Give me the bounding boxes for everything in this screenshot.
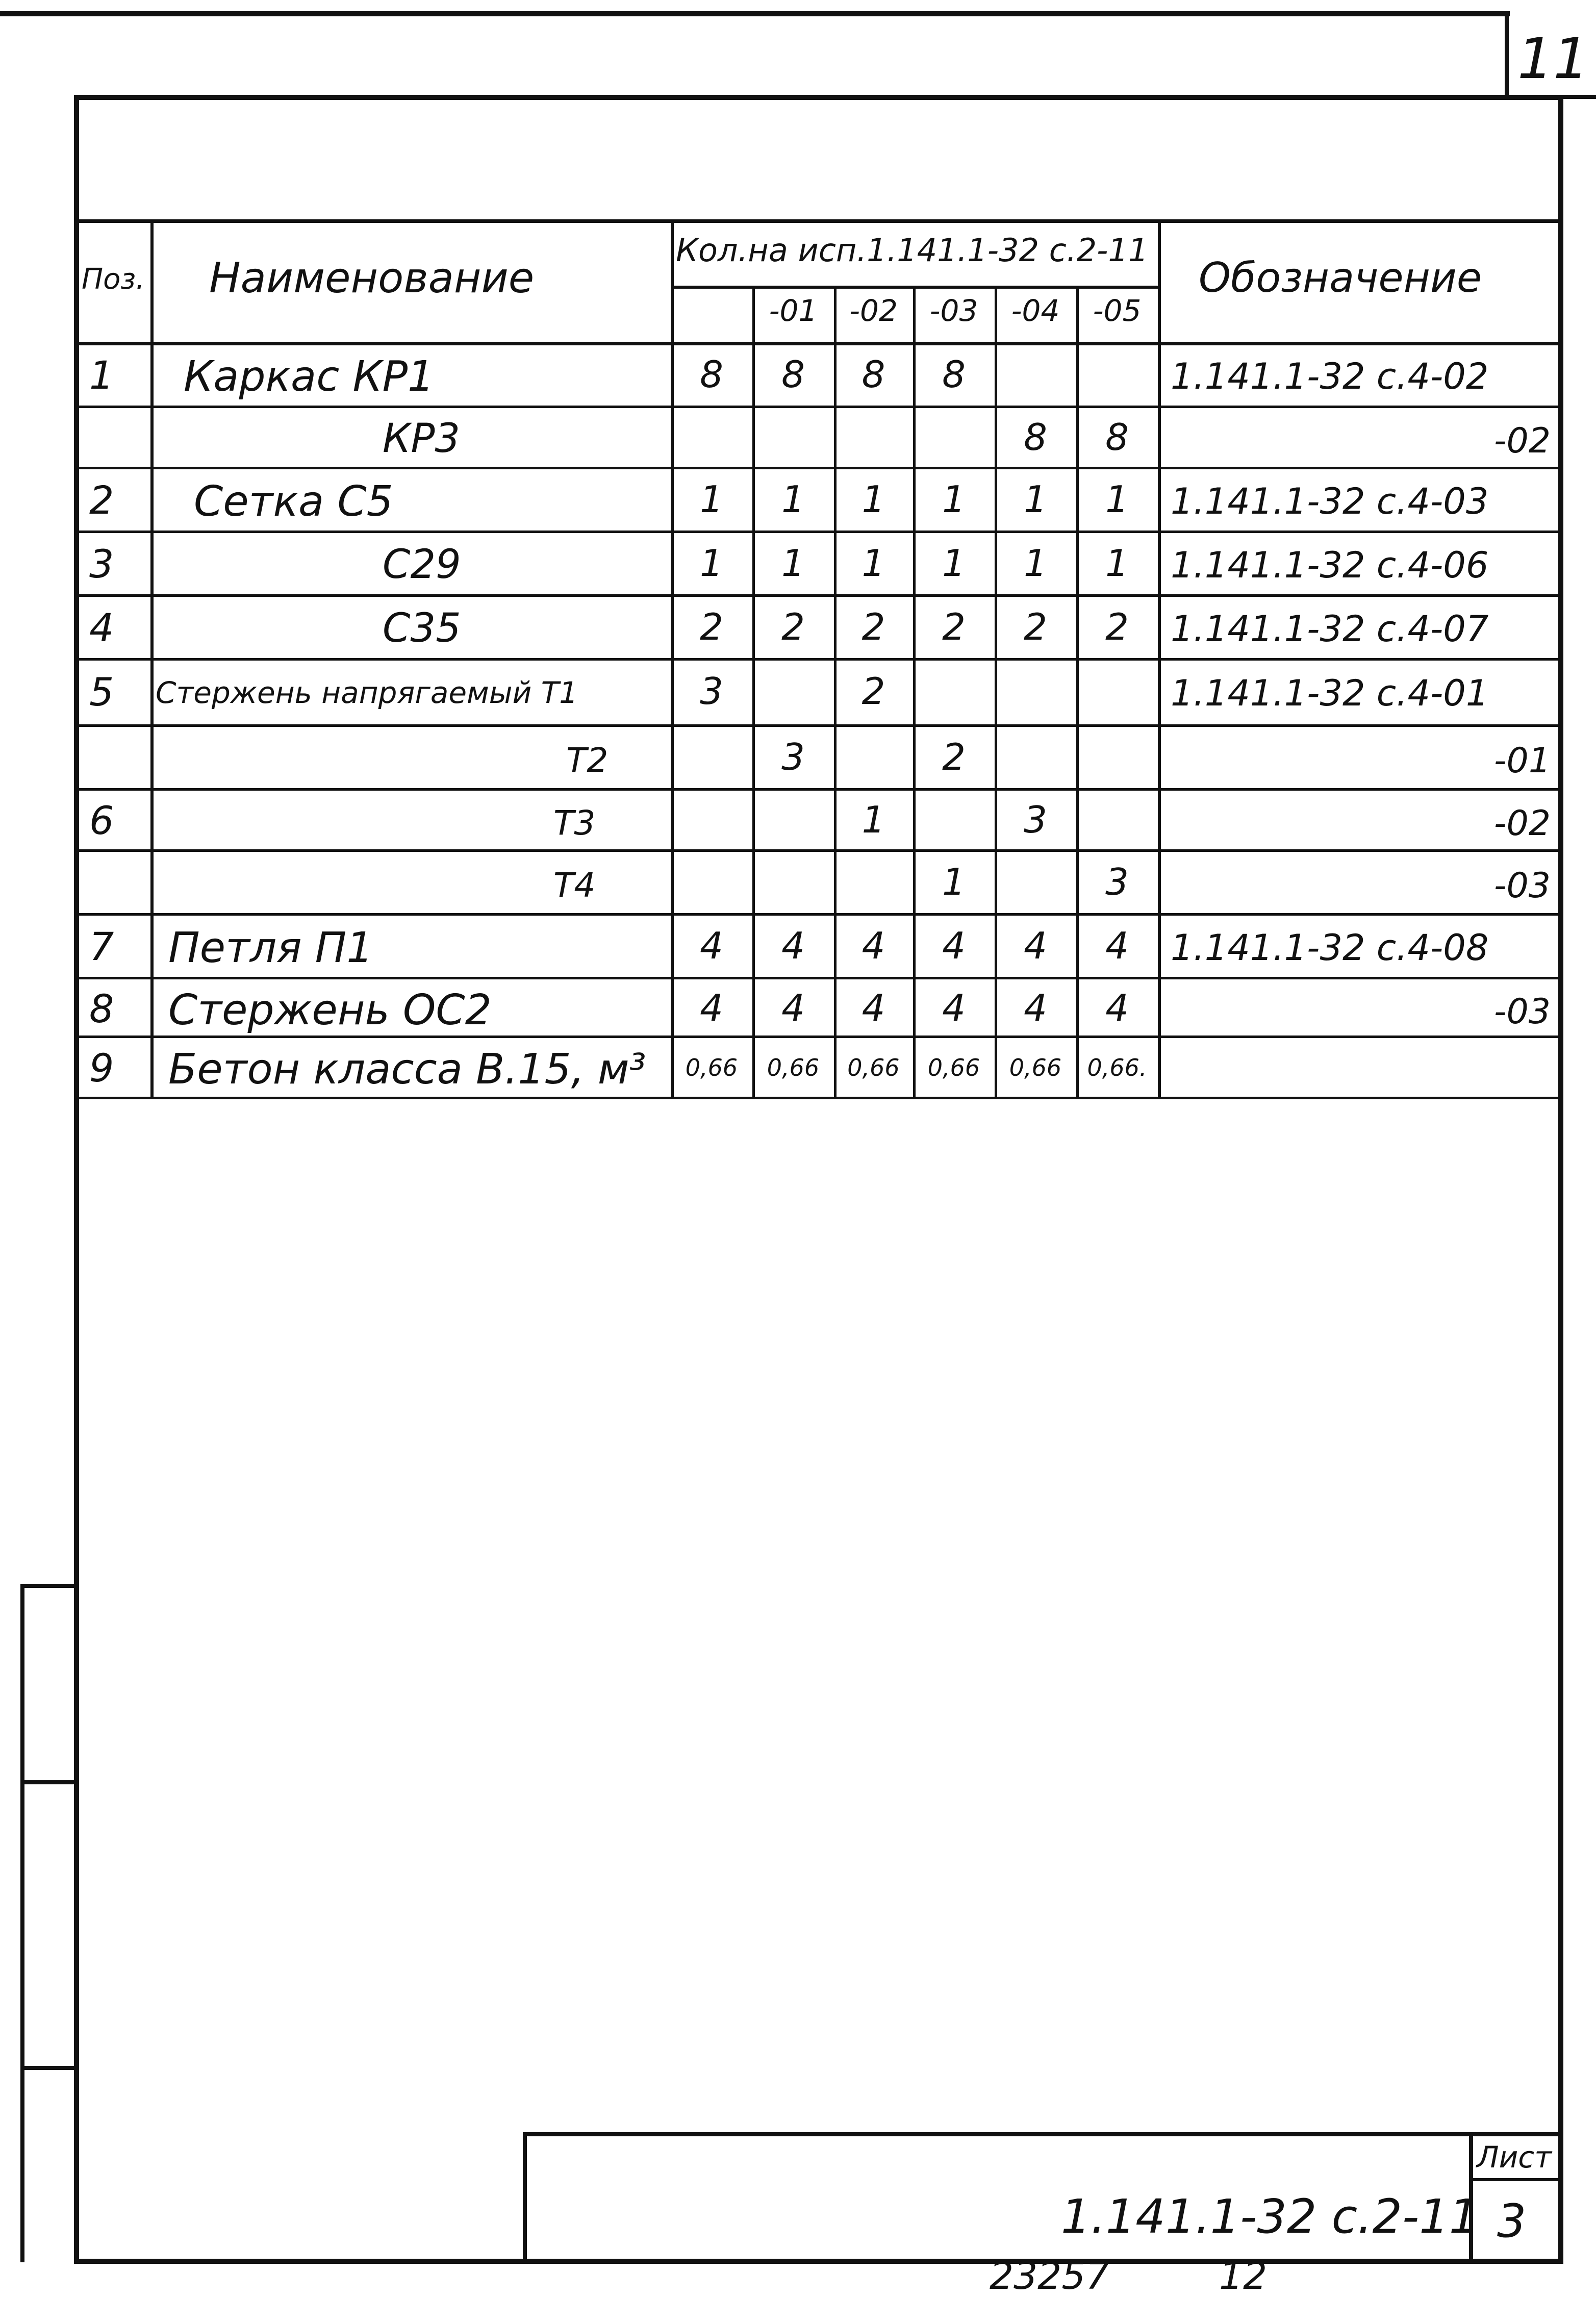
qty-column-divider — [752, 286, 755, 1097]
row-qty: 4 — [942, 987, 966, 1030]
row-qty: 1 — [1105, 541, 1129, 585]
qty-column-divider — [995, 286, 997, 1097]
row-qty: 8 — [862, 352, 885, 396]
binding-strip-divider-1 — [20, 1780, 77, 1784]
table-row-line — [77, 658, 1561, 661]
row-qty: 1 — [942, 477, 966, 521]
header-designation: Обозначение — [1199, 254, 1482, 301]
header-pos: Поз. — [82, 263, 145, 296]
header-variant: -01 — [769, 293, 818, 328]
row-name: Стержень напрягаемый Т1 — [156, 675, 578, 710]
row-qty: 2 — [700, 605, 723, 648]
row-qty: 4 — [862, 987, 885, 1030]
page-number: 11 — [1517, 26, 1589, 91]
row-designation: -03 — [1493, 992, 1551, 1032]
sheet-cell-divider-h — [1469, 2178, 1563, 2181]
row-name: Т2 — [566, 740, 609, 780]
row-qty: 4 — [942, 924, 966, 967]
row-name: Т3 — [553, 803, 596, 843]
row-name: Сетка С5 — [194, 477, 393, 526]
row-designation: 1.141.1-32 с.4-01 — [1171, 672, 1489, 714]
table-row-line — [77, 977, 1561, 979]
row-qty: 2 — [942, 735, 966, 778]
table-row-line — [77, 594, 1561, 597]
row-qty: 2 — [1105, 605, 1129, 648]
row-qty: 4 — [1024, 987, 1047, 1030]
row-pos: 2 — [89, 477, 114, 523]
row-qty: 1 — [862, 541, 885, 585]
table-row-line — [77, 531, 1561, 533]
footer-number: 12 — [1219, 2254, 1268, 2298]
row-qty: 1 — [700, 541, 723, 585]
header-variant: -04 — [1011, 293, 1060, 328]
row-designation: -02 — [1493, 421, 1551, 462]
row-qty: 4 — [700, 987, 723, 1030]
table-row-line — [77, 406, 1561, 408]
table-row-line — [77, 467, 1561, 469]
row-designation: -01 — [1493, 740, 1551, 781]
row-designation: 1.141.1-32 с.4-02 — [1171, 355, 1489, 397]
row-qty: 1 — [781, 477, 805, 521]
row-qty: 4 — [700, 924, 723, 967]
table-row-line — [77, 724, 1561, 727]
binding-strip-line — [20, 1584, 24, 2262]
drawing-frame — [74, 95, 1563, 2264]
row-qty: 0,66 — [1009, 1054, 1062, 1082]
row-qty: 8 — [781, 352, 805, 396]
row-pos: 6 — [89, 798, 114, 844]
row-qty: 1 — [1024, 541, 1047, 585]
table-row-line — [77, 1036, 1561, 1038]
row-qty: 0,66 — [927, 1054, 980, 1082]
binding-strip-divider-2 — [20, 2066, 77, 2070]
row-qty: 1 — [942, 860, 966, 903]
row-name: Каркас КР1 — [184, 352, 435, 401]
table-header-bottom — [77, 342, 1561, 345]
row-name: КР3 — [383, 416, 461, 462]
row-qty: 1 — [862, 798, 885, 842]
name-column-divider — [671, 219, 674, 1097]
row-name: Петля П1 — [168, 923, 373, 972]
row-qty: 8 — [1024, 416, 1047, 459]
binding-strip-top — [20, 1584, 77, 1588]
row-designation: -02 — [1493, 803, 1551, 844]
designation-column-divider — [1158, 219, 1161, 1097]
top-border-line — [0, 11, 1510, 16]
sheet-number: 3 — [1497, 2194, 1527, 2248]
pos-column-divider — [150, 219, 154, 1097]
row-designation: 1.141.1-32 с.4-07 — [1171, 608, 1489, 650]
row-qty: 1 — [1024, 477, 1047, 521]
row-qty: 4 — [781, 987, 805, 1030]
row-pos: 7 — [89, 923, 114, 969]
row-qty: 0,66 — [847, 1054, 900, 1082]
qty-column-divider — [913, 286, 916, 1097]
row-qty: 4 — [781, 924, 805, 967]
row-qty: 0,66 — [767, 1054, 820, 1082]
document-code: 1.141.1-32 с.2-11 — [1061, 2189, 1479, 2244]
row-designation: 1.141.1-32 с.4-03 — [1171, 480, 1489, 522]
row-pos: 8 — [89, 986, 114, 1032]
header-variant: -02 — [849, 293, 898, 328]
sheet-label: Лист — [1477, 2140, 1552, 2175]
row-qty: 8 — [1105, 416, 1129, 459]
row-qty: 4 — [862, 924, 885, 967]
row-designation: -03 — [1493, 865, 1551, 906]
row-qty: 2 — [942, 605, 966, 648]
row-pos: 5 — [89, 669, 114, 715]
row-name: С29 — [383, 541, 461, 588]
inventory-number: 23257 — [990, 2254, 1110, 2298]
row-qty: 2 — [1024, 605, 1047, 648]
table-row-line — [77, 1097, 1561, 1099]
row-qty: 3 — [781, 735, 805, 778]
row-pos: 1 — [89, 352, 114, 398]
qty-column-divider — [1076, 286, 1079, 1097]
table-row-line — [77, 913, 1561, 916]
row-qty: 4 — [1105, 924, 1129, 967]
row-qty: 2 — [781, 605, 805, 648]
row-name: Т4 — [553, 865, 596, 905]
header-name: Наименование — [209, 254, 535, 302]
row-qty: 2 — [862, 669, 885, 713]
row-qty: 0,66 — [685, 1054, 738, 1082]
header-variant: -05 — [1093, 293, 1142, 328]
title-block-top — [523, 2132, 1563, 2136]
row-qty: 3 — [1024, 798, 1047, 842]
row-qty: 3 — [700, 669, 723, 713]
row-qty: 1 — [700, 477, 723, 521]
row-qty: 8 — [700, 352, 723, 396]
row-qty: 3 — [1105, 860, 1129, 903]
row-qty: 1 — [862, 477, 885, 521]
page-number-divider — [1505, 11, 1509, 98]
row-qty: 0,66. — [1087, 1054, 1147, 1082]
row-qty: 8 — [942, 352, 966, 396]
row-designation: 1.141.1-32 с.4-08 — [1171, 926, 1489, 969]
header-variant: -03 — [929, 293, 978, 328]
row-qty: 1 — [1105, 477, 1129, 521]
table-row-line — [77, 849, 1561, 852]
row-name: Бетон класса В.15, м³ — [168, 1045, 646, 1094]
row-name: С35 — [383, 605, 461, 651]
row-name: Стержень ОС2 — [168, 986, 492, 1035]
row-qty: 1 — [942, 541, 966, 585]
row-pos: 9 — [89, 1045, 114, 1091]
row-pos: 4 — [89, 604, 114, 650]
table-row-line — [77, 788, 1561, 791]
row-pos: 3 — [89, 541, 114, 587]
row-qty: 2 — [862, 605, 885, 648]
row-qty: 4 — [1105, 987, 1129, 1030]
title-block-left — [523, 2132, 527, 2264]
header-qty-group: Кол.на исп.1.141.1-32 с.2-11 — [676, 232, 1149, 269]
table-header-top — [77, 219, 1561, 223]
row-qty: 1 — [781, 541, 805, 585]
row-designation: 1.141.1-32 с.4-06 — [1171, 544, 1489, 586]
row-qty: 4 — [1024, 924, 1047, 967]
